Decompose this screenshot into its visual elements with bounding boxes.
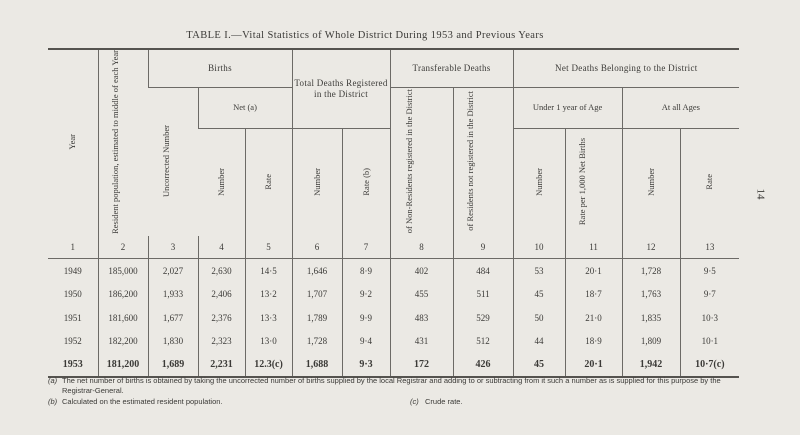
table-cell: 1,933 (148, 282, 198, 306)
table-cell: 1,728 (622, 258, 680, 282)
header-allages-rate: Rate (680, 129, 739, 236)
header-all-ages: At all Ages (622, 87, 739, 129)
table-cell: 2,231 (198, 353, 245, 378)
header-net-deaths: Net Deaths Belonging to the District (513, 49, 739, 87)
table-cell: 529 (453, 306, 513, 330)
table-cell: 2,406 (198, 282, 245, 306)
table-cell: 12.3(c) (245, 353, 292, 378)
table-cell: 9·9 (342, 306, 390, 330)
table-cell: 484 (453, 258, 513, 282)
table-cell: 13·2 (245, 282, 292, 306)
table-cell: 9·3 (342, 353, 390, 378)
table-cell: 426 (453, 353, 513, 378)
table-cell: 53 (513, 258, 565, 282)
table-cell: 10·1 (680, 329, 739, 353)
header-allages-number: Number (622, 129, 680, 236)
footnote-b-c: (b) Calculated on the estimated resident population. (c) Crude rate. (48, 397, 463, 406)
table-cell: 1,789 (292, 306, 342, 330)
table-cell: 1,830 (148, 329, 198, 353)
header-year: Year (48, 49, 98, 236)
header-population: Resident population, estimated to middle of each Year (98, 49, 148, 236)
table-cell: 45 (513, 282, 565, 306)
table-cell: 45 (513, 353, 565, 378)
table-cell: 13·0 (245, 329, 292, 353)
table-cell: 8·9 (342, 258, 390, 282)
table-cell: 44 (513, 329, 565, 353)
table-cell: 1952 (63, 336, 82, 347)
header-non-residents: of Non-Residents registered in the District (390, 87, 453, 236)
header-deaths-number: Number (292, 129, 342, 236)
table-cell: 20·1 (565, 258, 622, 282)
table-row (48, 258, 739, 282)
table-cell: 2,323 (198, 329, 245, 353)
vital-statistics-table (48, 48, 739, 378)
table-cell: 1949 (63, 265, 82, 276)
table-title: TABLE I.—Vital Statistics of Whole District During 1953 and Previous Years (186, 30, 544, 41)
table-cell: 511 (453, 282, 513, 306)
table-cell: 186,200 (98, 282, 148, 306)
table-cell: 1,942 (622, 353, 680, 378)
table-cell: 1953 (48, 353, 98, 378)
header-under1-rate: Rate per 1,000 Net Births (565, 129, 622, 236)
header-net-rate: Rate (245, 129, 292, 236)
table-cell: 14·5 (245, 258, 292, 282)
table-row (48, 353, 739, 378)
table-cell: 1951 (63, 312, 82, 323)
table-row (48, 329, 739, 353)
column-numbers-row: 1 2 3 4 5 6 7 8 9 10 11 12 13 (48, 236, 739, 259)
header-net-number: Number (215, 167, 226, 196)
table-cell: 431 (390, 329, 453, 353)
table-cell: 1,763 (622, 282, 680, 306)
header-total-deaths: Total Deaths Registered in the District (292, 49, 390, 129)
header-transferable: Transferable Deaths (390, 49, 513, 87)
table-cell: 1,728 (292, 329, 342, 353)
table-cell: 455 (390, 282, 453, 306)
header-uncorrected: Uncorrected Number (160, 124, 171, 197)
page-number: 14 (754, 188, 767, 200)
footnote-a: (a) The net number of births is obtained by taking the uncorrected number of births supplied by the local Registrar and adding to or subtracting from it such a number as is supplied for this purpose by the Registrar-General. (48, 376, 721, 395)
table-row (48, 282, 739, 306)
table-row (48, 306, 739, 330)
table-cell: 9·4 (342, 329, 390, 353)
table-cell: 182,200 (98, 329, 148, 353)
header-under1: Under 1 year of Age (513, 87, 622, 129)
table-cell: 1,835 (622, 306, 680, 330)
table-cell: 181,200 (98, 353, 148, 378)
table-cell: 1950 (63, 289, 82, 300)
table-cell: 1,677 (148, 306, 198, 330)
header-residents-not: of Residents not registered in the District (453, 87, 513, 236)
table-cell: 181,600 (98, 306, 148, 330)
table-cell: 10·7(c) (680, 353, 739, 378)
header-births: Births (148, 49, 292, 87)
table-cell: 9·5 (680, 258, 739, 282)
table-cell: 2,376 (198, 306, 245, 330)
table-cell: 50 (513, 306, 565, 330)
table-cell: 1,689 (148, 353, 198, 378)
table-cell: 402 (390, 258, 453, 282)
header-under1-number: Number (513, 129, 565, 236)
table-cell: 10·3 (680, 306, 739, 330)
table-cell: 2,630 (198, 258, 245, 282)
table-cell: 18·7 (565, 282, 622, 306)
table-cell: 9·2 (342, 282, 390, 306)
table-cell: 1,646 (292, 258, 342, 282)
table-cell: 1,688 (292, 353, 342, 378)
table-cell: 483 (390, 306, 453, 330)
table-cell: 512 (453, 329, 513, 353)
header-net: Net (a) (198, 87, 292, 129)
table-cell: 2,027 (148, 258, 198, 282)
table-cell: 13·3 (245, 306, 292, 330)
footnotes (48, 376, 748, 407)
table-cell: 20·1 (565, 353, 622, 378)
table-cell: 1,809 (622, 329, 680, 353)
table-cell: 1,707 (292, 282, 342, 306)
table-cell: 18·9 (565, 329, 622, 353)
table-cell: 185,000 (98, 258, 148, 282)
header-deaths-rate: Rate (b) (342, 129, 390, 236)
table-cell: 9·7 (680, 282, 739, 306)
table-cell: 172 (390, 353, 453, 378)
table-cell: 21·0 (565, 306, 622, 330)
